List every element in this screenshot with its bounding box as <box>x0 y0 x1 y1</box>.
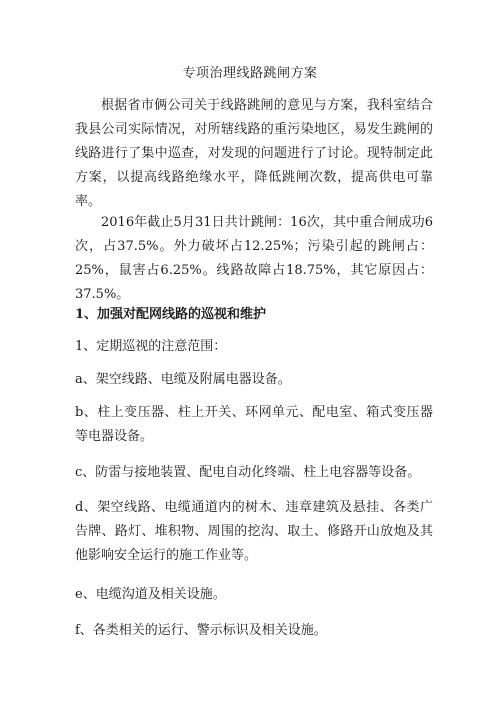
document-title: 专项治理线路跳闸方案 <box>182 66 318 81</box>
list-item-d: d、架空线路、电缆通道内的树木、违章建筑及悬挂、各类广告牌、路灯、堆积物、周围的挖沟、取土、修路开山放炮及其他影响安全运行的施工作业等。 <box>75 500 433 563</box>
list-item-b: b、柱上变压器、柱上开关、环网单元、配电室、箱式变压器等电器设备。 <box>75 405 433 444</box>
section-heading: 1、加强对配网线路的巡视和维护 <box>75 307 267 322</box>
subsection-heading: 1、定期巡视的注意范围： <box>75 339 227 354</box>
list-item-e: e、电缆沟道及相关设施。 <box>75 587 226 602</box>
statistics-paragraph: 2016年截止5月31日共计跳闸：16次，其中重合闸成功6次，占37.5%。外力破坏占12.25%；污染引起的跳闸占：25%，鼠害占6.25%。线路故障占18.75%，其它原因占：37.5%。 <box>75 215 433 302</box>
intro-paragraph: 根据省市俩公司关于线路跳闸的意见与方案，我科室结合我县公司实际情况，对所辖线路的重污染地区，易发生跳闸的线路进行了集中巡查，对发现的问题进行了讨论。现特制定此方案，以提高线路绝缘水平，降低跳闸次数，提高供电可靠率。 <box>75 98 433 209</box>
list-item-c: c、防雷与接地装置、配电自动化终端、柱上电容器等设备。 <box>75 465 421 480</box>
list-item-a: a、架空线路、电缆及附属电器设备。 <box>75 372 291 387</box>
list-item-f: f、各类相关的运行、警示标识及相关设施。 <box>75 623 327 638</box>
